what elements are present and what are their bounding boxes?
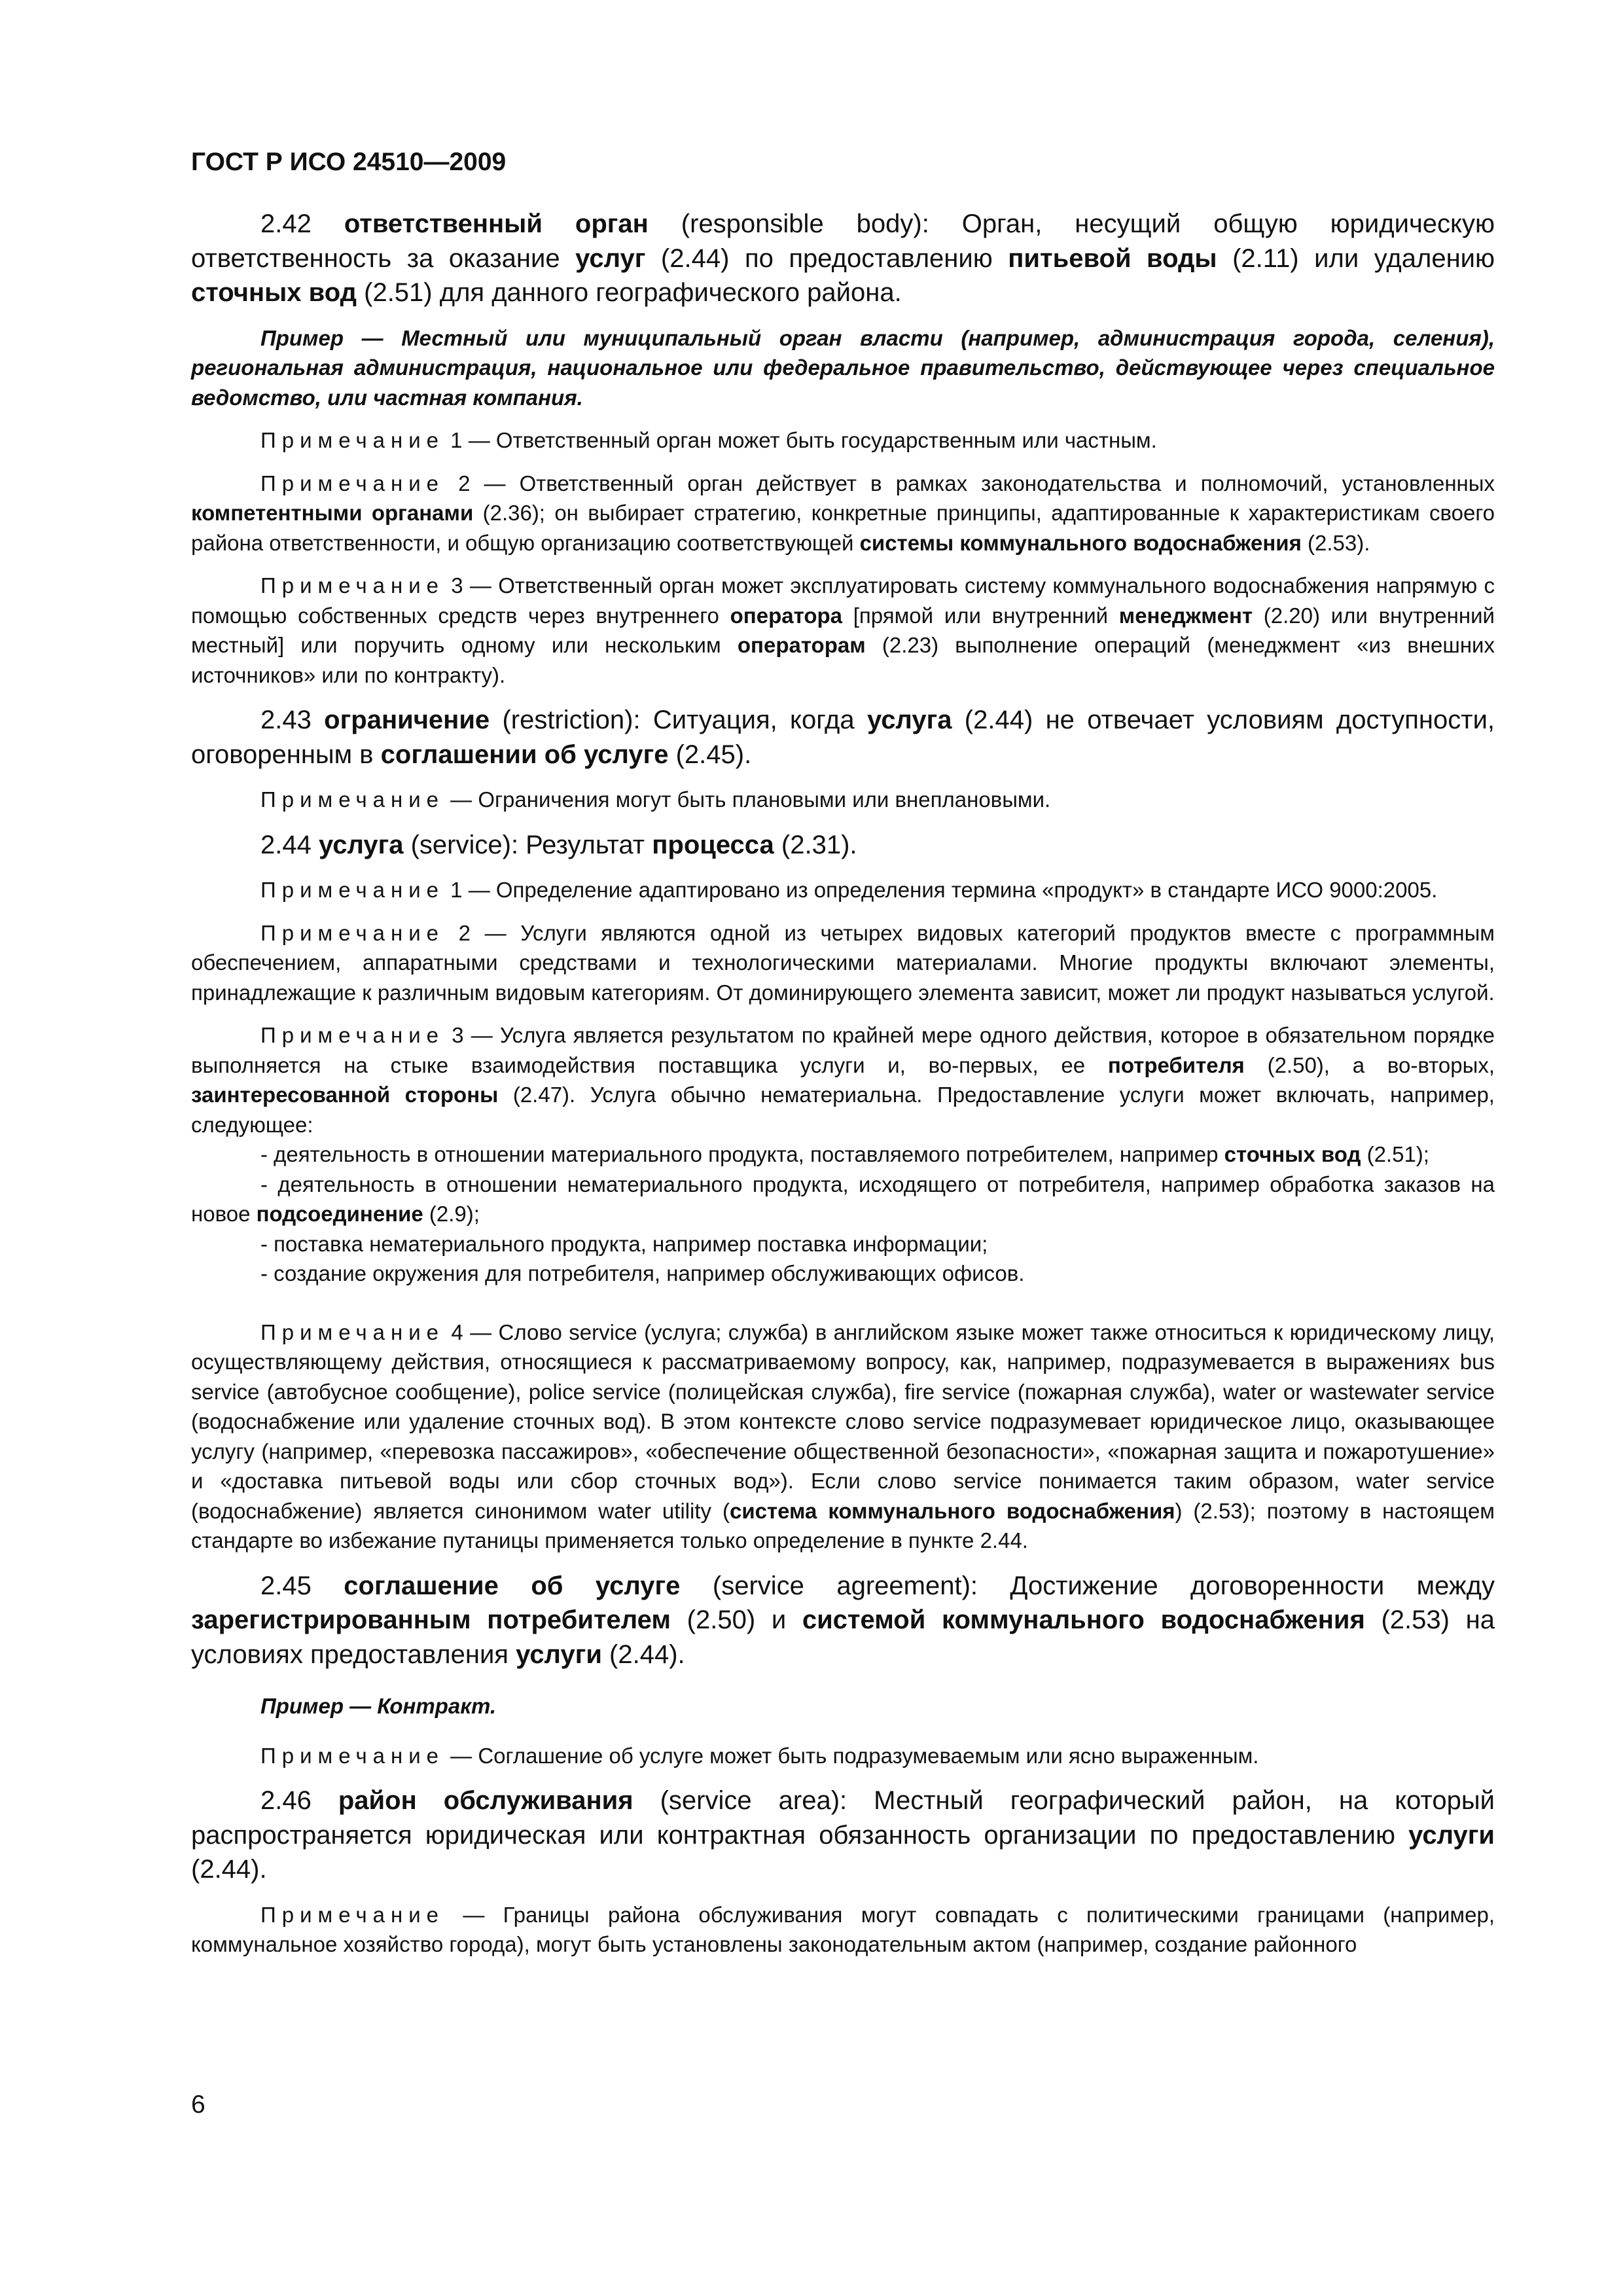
text-run: 2.43 — [260, 706, 325, 734]
text-run: — Соглашение об услуге может быть подразумеваемым или ясно выраженным. — [444, 1743, 1259, 1768]
text-run: 2.46 — [260, 1786, 338, 1815]
term-definition — [191, 1569, 1495, 1672]
text-run: (2.11) или удалению — [1217, 243, 1495, 273]
term-reference: потребителя — [1107, 1052, 1245, 1077]
term-definition — [191, 1784, 1495, 1887]
text-run: (2.45). — [668, 740, 752, 769]
note-label: Примечание — [260, 787, 445, 812]
note-paragraph — [191, 469, 1495, 558]
text-run: (2.47). Услуга обычно нематериальна. Предоставление услуги может включать, например, следующее: — [191, 1083, 1495, 1137]
text-run: (service area): Местный географический район, на который распространяется юридическая или контрактная обязанность организации по предоставлению — [191, 1786, 1495, 1850]
note-paragraph — [191, 1318, 1495, 1556]
note-paragraph — [191, 571, 1495, 690]
term-reference: система коммунального водоснабжения — [729, 1498, 1175, 1523]
document-header: ГОСТ Р ИСО 24510—2009 — [191, 148, 507, 176]
term-reference: оператора — [730, 603, 842, 628]
text-run: Пример — Местный или муниципальный орган власти (например, администрация города, селения), региональная администрация, национальное или федеральное правительство, действующее через специальное ведомство, или частная компания. — [191, 325, 1495, 410]
term-reference: зарегистрированным потребителем — [191, 1605, 671, 1634]
text-run: Пример — Контракт. — [260, 1694, 497, 1718]
term-reference: ограничение — [324, 706, 490, 734]
note-paragraph — [191, 1900, 1495, 1960]
text-run: (2.44) не отвечает условиям доступности, оговоренным в — [191, 706, 1495, 769]
text-run: (2.53) на условиях предоставления — [191, 1605, 1495, 1669]
term-reference: услуг — [575, 243, 646, 273]
note-label: Примечание — [260, 1319, 445, 1344]
text-run: (2.44) по предоставлению — [645, 243, 1008, 273]
term-reference: ответственный орган — [344, 209, 649, 238]
note-label: Примечание — [260, 573, 445, 598]
term-reference: операторам — [737, 633, 866, 657]
term-reference: сточных вод — [191, 278, 357, 307]
text-run: 2 — Услуги являются одной из четырех видовых категорий продуктов вместе с программным обеспечением, аппаратными средствами и технологическими материалами. Многие продукты включают элементы, принадлежащие к различным видовым категориям. От доминирующего элемента зависит, может ли продукт называться услугой. — [191, 920, 1495, 1005]
term-reference: услуги — [516, 1640, 602, 1669]
term-definition — [191, 703, 1495, 772]
note-label: Примечание — [260, 920, 445, 945]
term-reference: системой коммунального водоснабжения — [802, 1605, 1365, 1634]
text-run: - поставка нематериального продукта, например поставка информации; — [260, 1231, 988, 1256]
document-page — [191, 148, 1495, 1960]
note-paragraph — [191, 785, 1495, 815]
term-reference: соглашении об услуге — [380, 740, 669, 769]
text-run: 2.42 — [260, 209, 344, 238]
text-run: (2.51); — [1361, 1142, 1429, 1166]
text-run: (service): Результат — [403, 830, 652, 859]
text-run: 3 — Ответственный орган может эксплуатировать систему коммунального водоснабжения напрямую с помощью собственных средств через внутреннего — [191, 573, 1495, 628]
term-reference: услуга — [866, 706, 952, 734]
text-run: (2.44). — [601, 1640, 685, 1669]
text-run: - создание окружения для потребителя, например обслуживающих офисов. — [260, 1261, 1025, 1285]
note-label: Примечание — [260, 1902, 445, 1927]
note-paragraph — [191, 875, 1495, 905]
text-run: (restriction): Ситуация, когда — [490, 706, 867, 734]
term-reference: услуги — [1408, 1820, 1495, 1850]
text-run: (2.44). — [191, 1855, 267, 1884]
text-run: - деятельность в отношении материального продукта, поставляемого потребителем, например — [260, 1142, 1224, 1166]
text-run: ) (2.53); поэтому в настоящем стандарте во избежание путаницы применяется только определение в пункте 2.44. — [191, 1498, 1495, 1552]
text-run: - деятельность в отношении нематериального продукта, исходящего от потребителя, например обработка заказов на новое — [191, 1172, 1495, 1226]
note-paragraph — [191, 1139, 1495, 1170]
note-label: Примечание — [260, 1743, 445, 1768]
text-run: (2.53). — [1301, 530, 1370, 555]
text-run: [прямой или внутренний — [842, 603, 1119, 628]
term-definition — [191, 828, 1495, 863]
text-run: 2 — Ответственный орган действует в рамках законодательства и полномочий, установленных — [444, 471, 1495, 495]
page-number: 6 — [191, 2090, 205, 2119]
note-label: Примечание — [260, 428, 445, 452]
text-run: 2.44 — [260, 830, 319, 859]
text-run: (2.31). — [774, 830, 857, 859]
text-run: 1 — Определение адаптировано из определения термина «продукт» в стандарте ИСО 9000:2005. — [444, 878, 1438, 902]
term-reference: сточных вод — [1224, 1142, 1361, 1166]
term-reference: подсоединение — [256, 1202, 423, 1226]
term-reference: питьевой воды — [1008, 243, 1217, 273]
text-run: 2.45 — [260, 1571, 344, 1600]
term-reference: район обслуживания — [338, 1786, 633, 1815]
example-paragraph — [191, 323, 1495, 413]
note-label: Примечание — [260, 1023, 445, 1047]
text-run: (2.50), а во-вторых, — [1244, 1052, 1495, 1077]
text-run: (2.36); он выбирает стратегию, конкретные принципы, адаптированные к характеристикам своего района ответственности, и общую организацию соответствующей — [191, 501, 1495, 555]
document-body — [191, 207, 1495, 1960]
text-run: (responsible body): Орган, несущий общую юридическую ответственность за оказание — [191, 209, 1495, 273]
text-run: 3 — Услуга является результатом по крайней мере одного действия, которое в обязательном порядке выполняется на стыке взаимодействия поставщика услуги и, во-первых, ее — [191, 1023, 1495, 1077]
text-run: (2.50) и — [670, 1605, 802, 1634]
text-run: 4 — Слово service (услуга; служба) в английском языке может также относиться к юридическому лицу, осуществляющему действия, относящиеся к рассматриваемому вопросу, как, например, подразумевается в выражениях bus service (автобусное сообщение), police service (полицейская служба), fire service (пожарная служба), water or wastewater service (водоснабжение или удаление сточных вод). В этом контексте слово service подразумевает юридическое лицо, оказывающее услугу (например, «перевозка пассажиров», «обеспечение общественной безопасности», «пожарная защита и пожаротушение» и «доставка питьевой воды или сбор сточных вод»). Если слово service понимается таким образом, water service (водоснабжение) является синонимом water utility ( — [191, 1319, 1495, 1523]
note-label: Примечание — [260, 878, 445, 902]
list-item — [191, 1259, 1495, 1289]
term-definition — [191, 207, 1495, 310]
term-reference: компетентными органами — [191, 501, 474, 525]
text-run: (2.20) или внутренний местный] или поручить одному или нескольким — [191, 603, 1495, 657]
term-reference: системы коммунального водоснабжения — [859, 530, 1302, 555]
note-label: Примечание — [260, 471, 445, 495]
text-run: — Границы района обслуживания могут совпадать с политическими границами (например, коммунальное хозяйство города), могут быть установлены законодательным актом (например, создание районного — [191, 1902, 1495, 1956]
term-reference: услуга — [318, 830, 404, 859]
text-run: (2.23) выполнение операций (менеджмент «из внешних источников» или по контракту). — [191, 633, 1495, 687]
note-paragraph — [191, 1020, 1495, 1139]
note-paragraph — [191, 1741, 1495, 1771]
note-paragraph — [191, 918, 1495, 1008]
term-reference: менеджмент — [1118, 603, 1253, 628]
term-reference: соглашение об услуге — [344, 1571, 681, 1600]
text-run: (2.51) для данного географического района. — [357, 278, 902, 307]
note-paragraph — [191, 425, 1495, 456]
note-paragraph — [191, 1170, 1495, 1229]
text-run: 1 — Ответственный орган может быть государственным или частным. — [444, 428, 1157, 452]
text-run: (service agreement): Достижение договоренности между — [680, 1571, 1495, 1600]
list-item — [191, 1229, 1495, 1259]
term-reference: процесса — [652, 830, 774, 859]
text-run: (2.9); — [423, 1202, 480, 1226]
text-run: — Ограничения могут быть плановыми или внеплановыми. — [444, 787, 1051, 812]
example-paragraph — [191, 1691, 1495, 1721]
term-reference: заинтересованной стороны — [191, 1083, 499, 1107]
